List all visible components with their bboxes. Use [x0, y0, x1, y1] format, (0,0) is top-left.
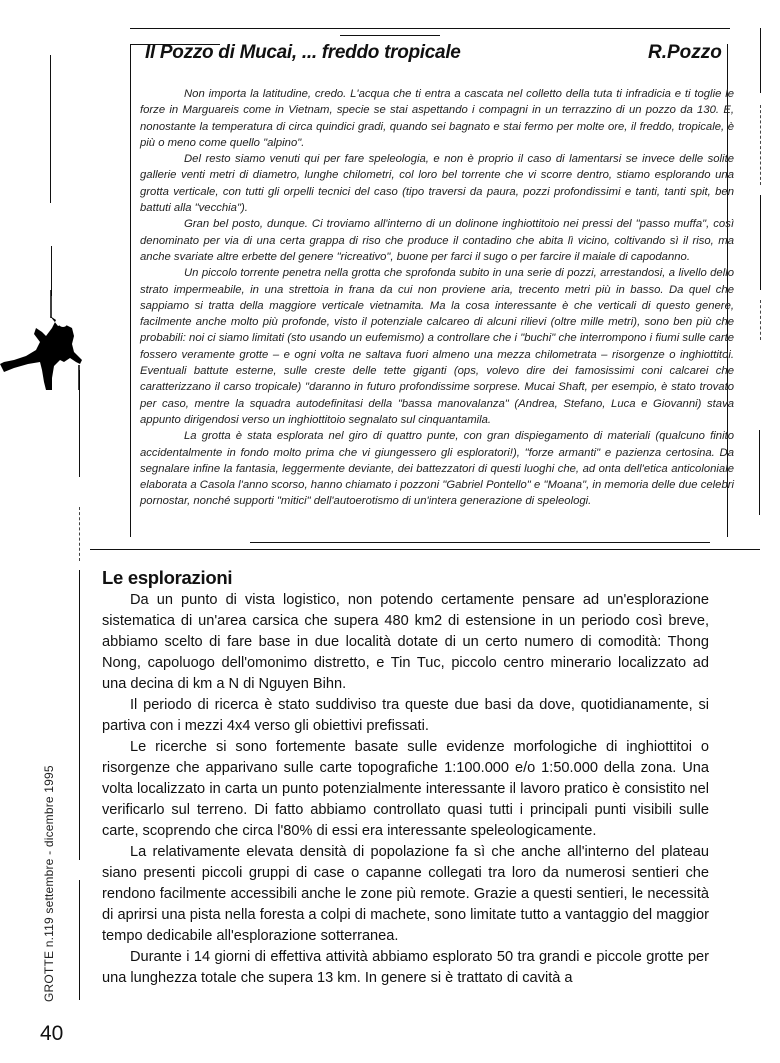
margin-rule — [760, 300, 761, 340]
box-bottom-rule — [250, 542, 710, 543]
body-paragraph: Durante i 14 giorni di effettiva attività abbiamo esplorato 50 tra grandi e piccole grotte per una lunghezza totale che supera 13 km. In genere si è trattato di cavità a — [102, 949, 709, 986]
margin-rule — [760, 195, 761, 290]
sidebar-title: Il Pozzo di Mucai, ... freddo tropicale — [145, 42, 461, 63]
box-top-rule — [130, 28, 410, 29]
margin-rule — [50, 55, 51, 203]
margin-rule — [79, 570, 80, 730]
margin-rule — [51, 246, 52, 296]
climber-on-rope-icon — [0, 290, 90, 390]
section-body — [102, 590, 709, 989]
box-top-rule — [340, 35, 440, 36]
body-paragraph: Il periodo di ricerca è stato suddiviso tra queste due basi da dove, quotidianamente, si partiva con i mezzi 4x4 verso gli obiettivi prefissati. — [102, 697, 709, 734]
margin-rule — [760, 28, 761, 93]
sidebar-paragraph: Non importa la latitudine, credo. L'acqua che ti entra a cascata nel colletto della tuta ti infradicia e ti toglie le forze in Marguareis come in Vietnam, specie se stai aspettando i compagni in un terrazzino di un pozzo da 130. E, nonostante la temperatura di circa quindici gradi, quando sei bagnato e stai fermo per molte ore, il freddo, tropicale, è più o meno come quello "alpino". — [140, 88, 734, 149]
sidebar-author: R.Pozzo — [648, 42, 722, 63]
margin-rule — [759, 430, 760, 515]
box-top-rule — [410, 28, 730, 29]
body-paragraph: La relativamente elevata densità di popolazione fa sì che anche all'interno del plateau siano presenti piccoli gruppi di case o capanne collegati tra loro da numerosi sentieri che rendono facilmente accessibili anche le zone più remote. Grazie a questi sentieri, le necessità di aprirsi una pista nella foresta a colpi di machete, sono limitate tutto a vantaggio del maggior tempo dedicabile all'esplorazione sotterranea. — [102, 844, 709, 944]
box-bottom-rule — [90, 549, 760, 550]
body-paragraph: Le ricerche si sono fortemente basate sulle evidenze morfologiche di inghiottitoi o risorgenze che apparivano sulle carte topografiche 1:100.000 e/o 1:50.000 della zona. Una volta localizzato in carta un punto potenzialmente interessante il lavoro pratico è consistito nel verificarlo sul terreno. Di fatto abbiamo controllato quasi tutti i principali punti visibili sulle carte, scoprendo che circa l'80% di essi era interessante speleologicamente. — [102, 739, 709, 839]
sidebar-paragraph: Del resto siamo venuti qui per fare speleologia, e non è proprio il caso di lamentarsi se invece delle solite gallerie venti metri di diametro, lunghe chilometri, col loro bel torrente che vi scorre dentro, stiamo esplorando una grotta verticale, con tutti gli orpelli tecnici del caso (tipo traversi da paura, pozzi profondissimi e tanti, tanti spit, ben battuti alla "vecchia"). — [140, 153, 734, 215]
margin-rule — [79, 507, 80, 561]
body-paragraph: Da un punto di vista logistico, non potendo certamente pensare ad un'esplorazione sistematica di un'area carsica che supera 480 km2 di estensione in un periodo così breve, abbiamo scelto di fare base in due località dotate di un certo numero di comodità: Thong Nong, capoluogo dell'omonimo distretto, e Tin Tuc, piccolo centro minerario localizzato ad una decina di km a N di Nguyen Bihn. — [102, 592, 709, 692]
margin-rule — [79, 730, 80, 860]
sidebar-paragraph: Gran bel posto, dunque. Ci troviamo all'interno di un dolinone inghiottitoio nei pressi del "passo muffa", così denominato per via di una certa grappa di riso che produce il contadino che abita lì vicino, coltivando sì il riso, ma anche svariate altre erbette del genere "ricreativo", buone per farci il sugo o per farcire il maiale di capodanno. — [140, 218, 734, 263]
journal-reference: GROTTE n.119 settembre - dicembre 1995 — [42, 765, 56, 1002]
margin-rule — [79, 880, 80, 1000]
page-number: 40 — [40, 1022, 64, 1045]
sidebar-body — [140, 86, 734, 510]
margin-rule — [760, 105, 761, 185]
sidebar-paragraph: La grotta è stata esplorata nel giro di quattro punte, con gran dispiegamento di materiali (qualcuno finito accidentalmente in fondo molto prima che vi giungessero gli esploratori!), "forze armanti" e pazienza certosina. Da segnalare infine la fantasia, leggermente deviante, dei battezzatori di questi luoghi che, ad onta dell'etica anticoloniale elaborata a Casola l'anno scorso, hanno chiamato i pozzoni "Gabriel Pontello" e "Moana", in memoria delle due celebri pornostar, nonché supporti "mitici" dell'autoerotismo di un'intera generazione di speleologi. — [140, 430, 734, 508]
sidebar-paragraph: Un piccolo torrente penetra nella grotta che sprofonda subito in una serie di pozzi, arrestandosi, a livello dello strato impermeabile, in una strettoia in frana da cui non proviene aria, trecento metri più in basso. Da quel che sappiamo si tratta della maggiore verticale vietnamita. Ma la cosa interessante è che verticali di questo genere, facilmente anche molto più profonde, visto il potenziale calcareo di alcuni rilievi (oltre mille metri), sono ben più che probabili: noi ci siamo limitati (sto usando un eufemismo) a controllare che i "buchi" che interrompono i fiumi sulle carte fossero veramente grotte – e ogni volta ne saltava fuori almeno una mezza chilometrata – risorgenze o inghiottitoi. Eventuali battute esterne, sulle creste delle tette giganti (ops, volevo dire dei famosissimi coni calcarei che caratterizzano il carso tropicale) "daranno in futuro profondissime sorprese. Mucai Shaft, per esempio, è stato trovato per caso, mentre la squadra autodefinitasi della "bassa manovalanza" (Andrea, Stefano, Luca e Giovanni) stava appunto dirigendosi verso un inghiottitoio segnalato sul cinquantamila. — [140, 267, 734, 426]
section-heading: Le esplorazioni — [102, 567, 233, 588]
